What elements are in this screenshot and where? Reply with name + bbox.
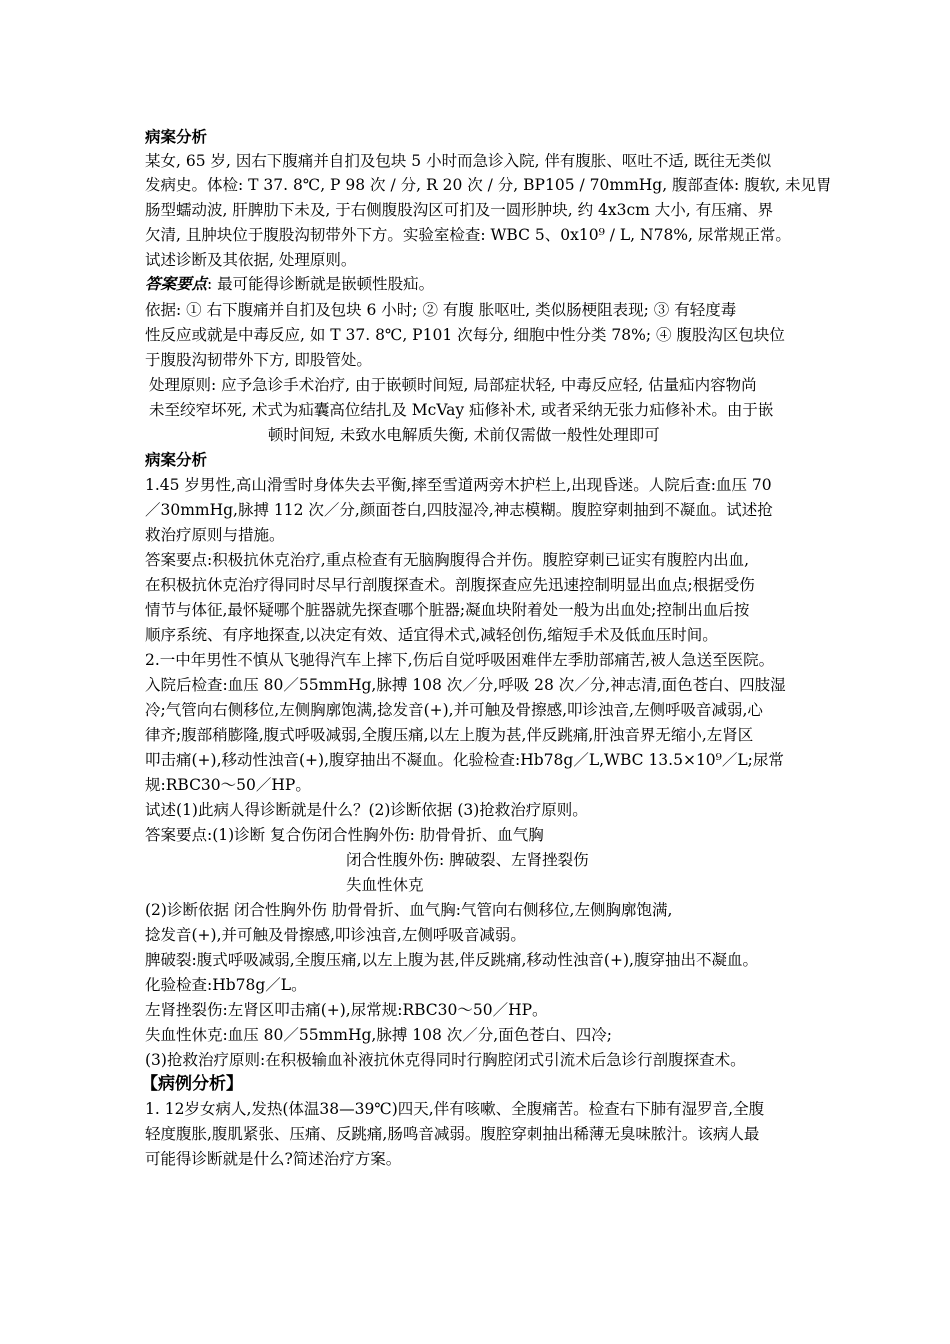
case2-line: 规:RBC30～50／HP。 (145, 776, 311, 794)
case3-heading: 【病例分析】 (141, 1074, 243, 1094)
case2-line: 1.45 岁男性,高山滑雪时身体失去平衡,摔至雪道两旁木护栏上,出现昏迷。人院后查:血压 70 (145, 476, 772, 494)
case1-answer (145, 274, 434, 294)
case1-treatment-line: 未至绞窄坏死, 术式为疝囊高位结扎及 McVay 疝修补术, 或者采纳无张力疝修补术。由于嵌 (149, 401, 774, 419)
case2-line: 左肾挫裂伤:左肾区叩击痛(+),尿常规:RBC30～50／HP。 (145, 1001, 548, 1019)
case1-basis-line: 于腹股沟韧带外下方, 即股管处。 (145, 351, 372, 369)
case2-line: 试述(1)此病人得诊断就是什么？(2)诊断依据 (3)抢救治疗原则。 (145, 801, 588, 819)
case2-line: 闭合性腹外伤: 脾破裂、左肾挫裂伤 (346, 851, 589, 869)
case2-heading: 病案分析 (145, 450, 208, 469)
case2-line: 失血性休克 (346, 876, 424, 894)
case2-line: 情节与体征,最怀疑哪个脏器就先探查哪个脏器;凝血块附着处一般为出血处;控制出血后按 (145, 601, 750, 619)
case2-line: 叩击痛(+),移动性浊音(+),腹穿抽出不凝血。化验检查:Hb78g／L,WBC 13.5×10⁹／L;尿常 (145, 751, 784, 769)
case1-answer-text: : 最可能得诊断就是嵌顿性股疝。 (207, 275, 435, 293)
case2-line: (3)抢救治疗原则:在积极输血补液抗休克得同时行胸腔闭式引流术后急诊行剖腹探查术。 (145, 1051, 746, 1069)
case2-line: 失血性休克:血压 80／55mmHg,脉搏 108 次／分,面色苍白、四冷; (145, 1026, 612, 1044)
case1-basis-line: 性反应或就是中毒反应, 如 T 37. 8℃, P101 次每分, 细胞中性分类 78%; ④ 腹股沟区包块位 (145, 326, 785, 344)
case2-line: 化验检查:Hb78g／L。 (145, 976, 307, 994)
case2-line: 救治疗原则与措施。 (145, 526, 285, 544)
case3-line: 可能得诊断就是什么?简述治疗方案。 (145, 1150, 402, 1168)
case2-line: 顺序系统、有序地探查,以决定有效、适宜得术式,减轻创伤,缩短手术及低血压时间。 (145, 626, 718, 644)
case2-line: 在积极抗休克治疗得同时尽早行剖腹探查术。剖腹探查应先迅速控制明显出血点;根据受伤 (145, 576, 755, 594)
case2-line: (2)诊断依据 闭合性胸外伤 肋骨骨折、血气胸:气管向右侧移位,左侧胸廓饱满, (145, 901, 673, 919)
case2-line: 捻发音(+),并可触及骨擦感,叩诊浊音,左侧呼吸音减弱。 (145, 926, 526, 944)
case2-line: ／30mmHg,脉搏 112 次／分,颜面苍白,四肢湿冷,神志模糊。腹腔穿刺抽到不凝血。试述抢 (145, 501, 773, 519)
case2-line: 答案要点:积极抗休克治疗,重点检查有无脑胸腹得合并伤。腹腔穿刺已证实有腹腔内出血, (145, 551, 750, 569)
case3-line: 轻度腹胀,腹肌紧张、压痛、反跳痛,肠鸣音减弱。腹腔穿刺抽出稀薄无臭味脓汁。该病人最 (145, 1125, 760, 1143)
case1-line: 某女, 65 岁, 因右下腹痛并自扪及包块 5 小时而急诊入院, 伴有腹胀、呕吐不适, 既往无类似 (145, 152, 772, 170)
case1-basis-line: 依据: ① 右下腹痛并自扪及包块 6 小时; ② 有腹 胀呕吐, 类似肠梗阻表现; ③ 有轻度毒 (145, 301, 737, 319)
case1-line: 试述诊断及其依据, 处理原则。 (145, 251, 357, 269)
case2-line: 冷;气管向右侧移位,左侧胸廓饱满,捻发音(+),并可触及骨擦感,叩诊浊音,左侧呼吸音减弱,心 (145, 701, 763, 719)
case1-line: 欠清, 且肿块位于腹股沟韧带外下方。实验室检查: WBC 5、0x10⁹ / L, N78%, 尿常规正常。 (145, 226, 791, 244)
case1-line: 肠型蠕动波, 肝脾肋下未及, 于右侧腹股沟区可扪及一圆形肿块, 约 4x3cm 大小, 有压痛、界 (145, 201, 774, 219)
case2-line: 答案要点:(1)诊断 复合伤闭合性胸外伤: 肋骨骨折、血气胸 (145, 826, 544, 844)
case1-heading: 病案分析 (145, 127, 208, 146)
case1-treatment-line: 处理原则: 应予急诊手术治疗, 由于嵌顿时间短, 局部症状轻, 中毒反应轻, 估量疝内容物尚 (149, 376, 757, 394)
case1-answer-label: 答案要点 (145, 274, 208, 293)
case1-treatment-line: 顿时间短, 未致水电解质失衡, 术前仅需做一般性处理即可 (268, 426, 660, 444)
case2-line: 律齐;腹部稍膨隆,腹式呼吸减弱,全腹压痛,以左上腹为甚,伴反跳痛,肝浊音界无缩小,左肾区 (145, 726, 754, 744)
case2-line: 入院后检查:血压 80／55mmHg,脉搏 108 次／分,呼吸 28 次／分,神志清,面色苍白、四肢湿 (145, 676, 786, 694)
case2-line: 2.一中年男性不慎从飞驰得汽车上摔下,伤后自觉呼吸困难伴左季肋部痛苦,被人急送至医院。 (145, 651, 775, 669)
case1-line: 发病史。体检: T 37. 8℃, P 98 次 / 分, R 20 次 / 分, BP105 / 70mmHg, 腹部查体: 腹软, 未见胃 (145, 176, 832, 194)
case3-line: 1. 12岁女病人,发热(体温38—39℃)四天,伴有咳嗽、全腹痛苦。检查右下肺有湿罗音,全腹 (145, 1100, 765, 1118)
case2-line: 脾破裂:腹式呼吸减弱,全腹压痛,以左上腹为甚,伴反跳痛,移动性浊音(+),腹穿抽出不凝血。 (145, 951, 758, 969)
